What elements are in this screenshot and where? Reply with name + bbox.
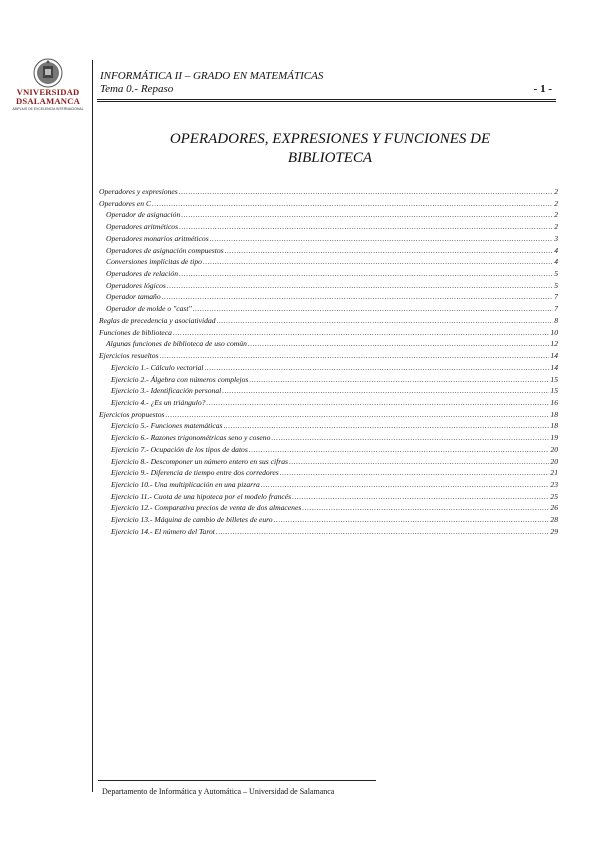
toc-entry-label: Operadores en C <box>99 198 152 208</box>
toc-entry-page: 3 <box>554 233 558 243</box>
toc-entry-page: 29 <box>550 526 558 536</box>
toc-entry-page: 2 <box>554 187 558 196</box>
toc-leader-dots <box>206 398 549 407</box>
toc-leader-dots <box>179 187 553 196</box>
toc-leader-dots <box>160 351 550 360</box>
toc-leader-dots <box>167 281 553 290</box>
university-crest-icon <box>33 58 63 88</box>
toc-leader-dots <box>216 527 549 536</box>
toc-entry-label: Ejercicio 5.- Funciones matemáticas <box>111 421 223 431</box>
toc-entry[interactable] <box>99 199 558 211</box>
toc-entry-page: 4 <box>554 257 558 267</box>
logo-line-1: VNIVERSIDAD <box>16 87 80 97</box>
toc-entry-label: Funciones de biblioteca <box>99 327 172 337</box>
toc-entry[interactable] <box>99 410 558 422</box>
toc-leader-dots <box>165 410 549 419</box>
toc-entry[interactable] <box>99 246 558 258</box>
toc-entry-page: 20 <box>550 444 558 454</box>
toc-leader-dots <box>179 269 553 278</box>
toc-leader-dots <box>193 304 554 313</box>
toc-leader-dots <box>222 386 549 395</box>
toc-leader-dots <box>302 503 549 512</box>
toc-leader-dots <box>179 222 553 231</box>
toc-entry-label: Ejercicio 6.- Razones trigonométricas seno y coseno <box>111 433 271 443</box>
toc-entry-page: 2 <box>554 222 558 232</box>
toc-entry-page: 7 <box>554 304 558 314</box>
toc-leader-dots <box>248 339 550 348</box>
toc-entry-label: Operadores de asignación compuestos <box>106 245 224 255</box>
toc-entry-page: 23 <box>550 479 558 489</box>
toc-entry-label: Ejercicio 9.- Diferencia de tiempo entre dos corredores <box>111 468 279 478</box>
header-title: INFORMÁTICA II – GRADO EN MATEMÁTICAS <box>100 70 324 82</box>
toc-leader-dots <box>274 515 550 524</box>
document-title-line-2: BIBLIOTECA <box>287 150 373 166</box>
toc-entry-label: Operadores monarios aritméticos <box>106 233 209 243</box>
toc-entry[interactable] <box>99 269 558 281</box>
toc-entry-page: 21 <box>550 468 558 478</box>
toc-entry-label: Ejercicio 3.- Identificación personal <box>111 386 222 396</box>
toc-entry-page: 18 <box>550 409 558 419</box>
toc-entry-label: Conversiones implícitas de tipo <box>106 257 202 267</box>
page-number: - 1 - <box>533 83 552 95</box>
toc-entry[interactable] <box>99 234 558 246</box>
header-rule <box>97 99 556 102</box>
toc-entry-label: Ejercicio 10.- Una multiplicación en una pizarra <box>111 479 260 489</box>
toc-entry[interactable] <box>99 210 558 222</box>
toc-leader-dots <box>225 246 554 255</box>
document-title <box>120 130 540 168</box>
toc-entry[interactable] <box>99 398 558 410</box>
toc-entry-page: 2 <box>554 198 558 208</box>
toc-entry-label: Ejercicio 11.- Cuota de una hipoteca por el modelo francés <box>111 491 292 501</box>
toc-entry-page: 14 <box>550 362 558 372</box>
toc-entry-label: Operadores lógicos <box>106 280 166 290</box>
toc-leader-dots <box>292 492 549 501</box>
toc-entry[interactable] <box>99 468 558 480</box>
toc-entry[interactable] <box>99 421 558 433</box>
toc-entry-page: 5 <box>554 280 558 290</box>
toc-entry[interactable] <box>99 492 558 504</box>
toc-entry-label: Reglas de precedencia y asociatividad <box>99 315 216 325</box>
toc-entry[interactable] <box>99 386 558 398</box>
toc-entry[interactable] <box>99 292 558 304</box>
footer-rule <box>98 780 376 781</box>
toc-leader-dots <box>224 421 550 430</box>
toc-entry-label: Ejercicio 8.- Descomponer un número entero en sus cifras <box>111 456 288 466</box>
toc-entry-label: Operadores y expresiones <box>99 187 178 196</box>
toc-entry-page: 26 <box>550 503 558 513</box>
toc-entry[interactable] <box>99 187 558 199</box>
toc-entry-label: Ejercicio 1.- Cálculo vectorial <box>111 362 204 372</box>
toc-entry-page: 25 <box>550 491 558 501</box>
page-header <box>100 70 552 96</box>
toc-leader-dots <box>271 433 549 442</box>
toc-entry[interactable] <box>99 480 558 492</box>
toc-entry[interactable] <box>99 339 558 351</box>
toc-entry-label: Operador tamaño <box>106 292 161 302</box>
toc-leader-dots <box>203 257 553 266</box>
toc-leader-dots <box>217 316 554 325</box>
left-margin-rule <box>92 60 93 792</box>
toc-entry[interactable] <box>99 363 558 375</box>
toc-leader-dots <box>173 328 549 337</box>
toc-entry-label: Ejercicios resueltos <box>99 351 159 361</box>
table-of-contents <box>99 187 558 539</box>
toc-entry[interactable] <box>99 222 558 234</box>
toc-entry[interactable] <box>99 527 558 539</box>
toc-entry[interactable] <box>99 351 558 363</box>
university-logo <box>8 58 88 111</box>
header-subtitle: Tema 0.- Repaso <box>100 83 174 95</box>
toc-entry-label: Ejercicio 13.- Máquina de cambio de billetes de euro <box>111 515 273 525</box>
toc-entry-page: 10 <box>550 327 558 337</box>
logo-tagline: AMPLIUS DE EXCELENCIA INTERNACIONAL <box>12 107 84 111</box>
toc-entry-page: 14 <box>550 351 558 361</box>
toc-leader-dots <box>181 210 553 219</box>
toc-leader-dots <box>249 375 549 384</box>
toc-entry-page: 18 <box>550 421 558 431</box>
toc-entry-page: 8 <box>554 315 558 325</box>
toc-entry-page: 20 <box>550 456 558 466</box>
toc-entry-label: Operadores de relación <box>106 269 178 279</box>
toc-entry-label: Ejercicio 2.- Álgebra con números complejos <box>111 374 249 384</box>
toc-entry-label: Operador de molde o "cast" <box>106 304 192 314</box>
toc-entry-page: 16 <box>550 397 558 407</box>
toc-entry[interactable] <box>99 328 558 340</box>
toc-leader-dots <box>162 292 554 301</box>
toc-entry-label: Ejercicio 7.- Ocupación de los tipos de datos <box>111 444 248 454</box>
toc-entry[interactable] <box>99 503 558 515</box>
toc-entry[interactable] <box>99 457 558 469</box>
toc-entry[interactable] <box>99 257 558 269</box>
toc-entry-page: 7 <box>554 292 558 302</box>
toc-leader-dots <box>249 445 550 454</box>
toc-entry-page: 15 <box>550 374 558 384</box>
toc-entry[interactable] <box>99 515 558 527</box>
toc-entry-page: 5 <box>554 269 558 279</box>
toc-entry-label: Ejercicio 12.- Comparativa precios de venta de dos almacenes <box>111 503 302 513</box>
toc-entry-page: 15 <box>550 386 558 396</box>
toc-entry[interactable] <box>99 375 558 387</box>
logo-line-2: DSALAMANCA <box>15 96 81 106</box>
toc-leader-dots <box>152 199 553 208</box>
toc-entry-label: Ejercicios propuestos <box>99 409 165 419</box>
toc-leader-dots <box>261 480 550 489</box>
toc-entry-label: Algunas funciones de biblioteca de uso común <box>106 339 247 349</box>
toc-leader-dots <box>210 234 554 243</box>
toc-entry[interactable] <box>99 433 558 445</box>
toc-leader-dots <box>289 457 549 466</box>
toc-entry-page: 2 <box>554 210 558 220</box>
toc-entry[interactable] <box>99 316 558 328</box>
toc-entry-page: 19 <box>550 433 558 443</box>
document-title-line-1: OPERADORES, EXPRESIONES Y FUNCIONES DE <box>169 131 491 147</box>
toc-entry-page: 28 <box>550 515 558 525</box>
toc-entry[interactable] <box>99 304 558 316</box>
toc-entry[interactable] <box>99 445 558 457</box>
toc-leader-dots <box>280 468 550 477</box>
page-footer: Departamento de Informática y Automática – Universidad de Salamanca <box>102 787 335 796</box>
toc-entry-label: Ejercicio 14.- El número del Tarot <box>111 526 215 536</box>
toc-entry[interactable] <box>99 281 558 293</box>
toc-entry-label: Ejercicio 4.- ¿Es un triángulo? <box>111 397 206 407</box>
toc-entry-page: 4 <box>554 245 558 255</box>
toc-entry-label: Operador de asignación <box>106 210 181 220</box>
toc-entry-page: 12 <box>550 339 558 349</box>
toc-leader-dots <box>205 363 550 372</box>
toc-entry-label: Operadores aritméticos <box>106 222 179 232</box>
